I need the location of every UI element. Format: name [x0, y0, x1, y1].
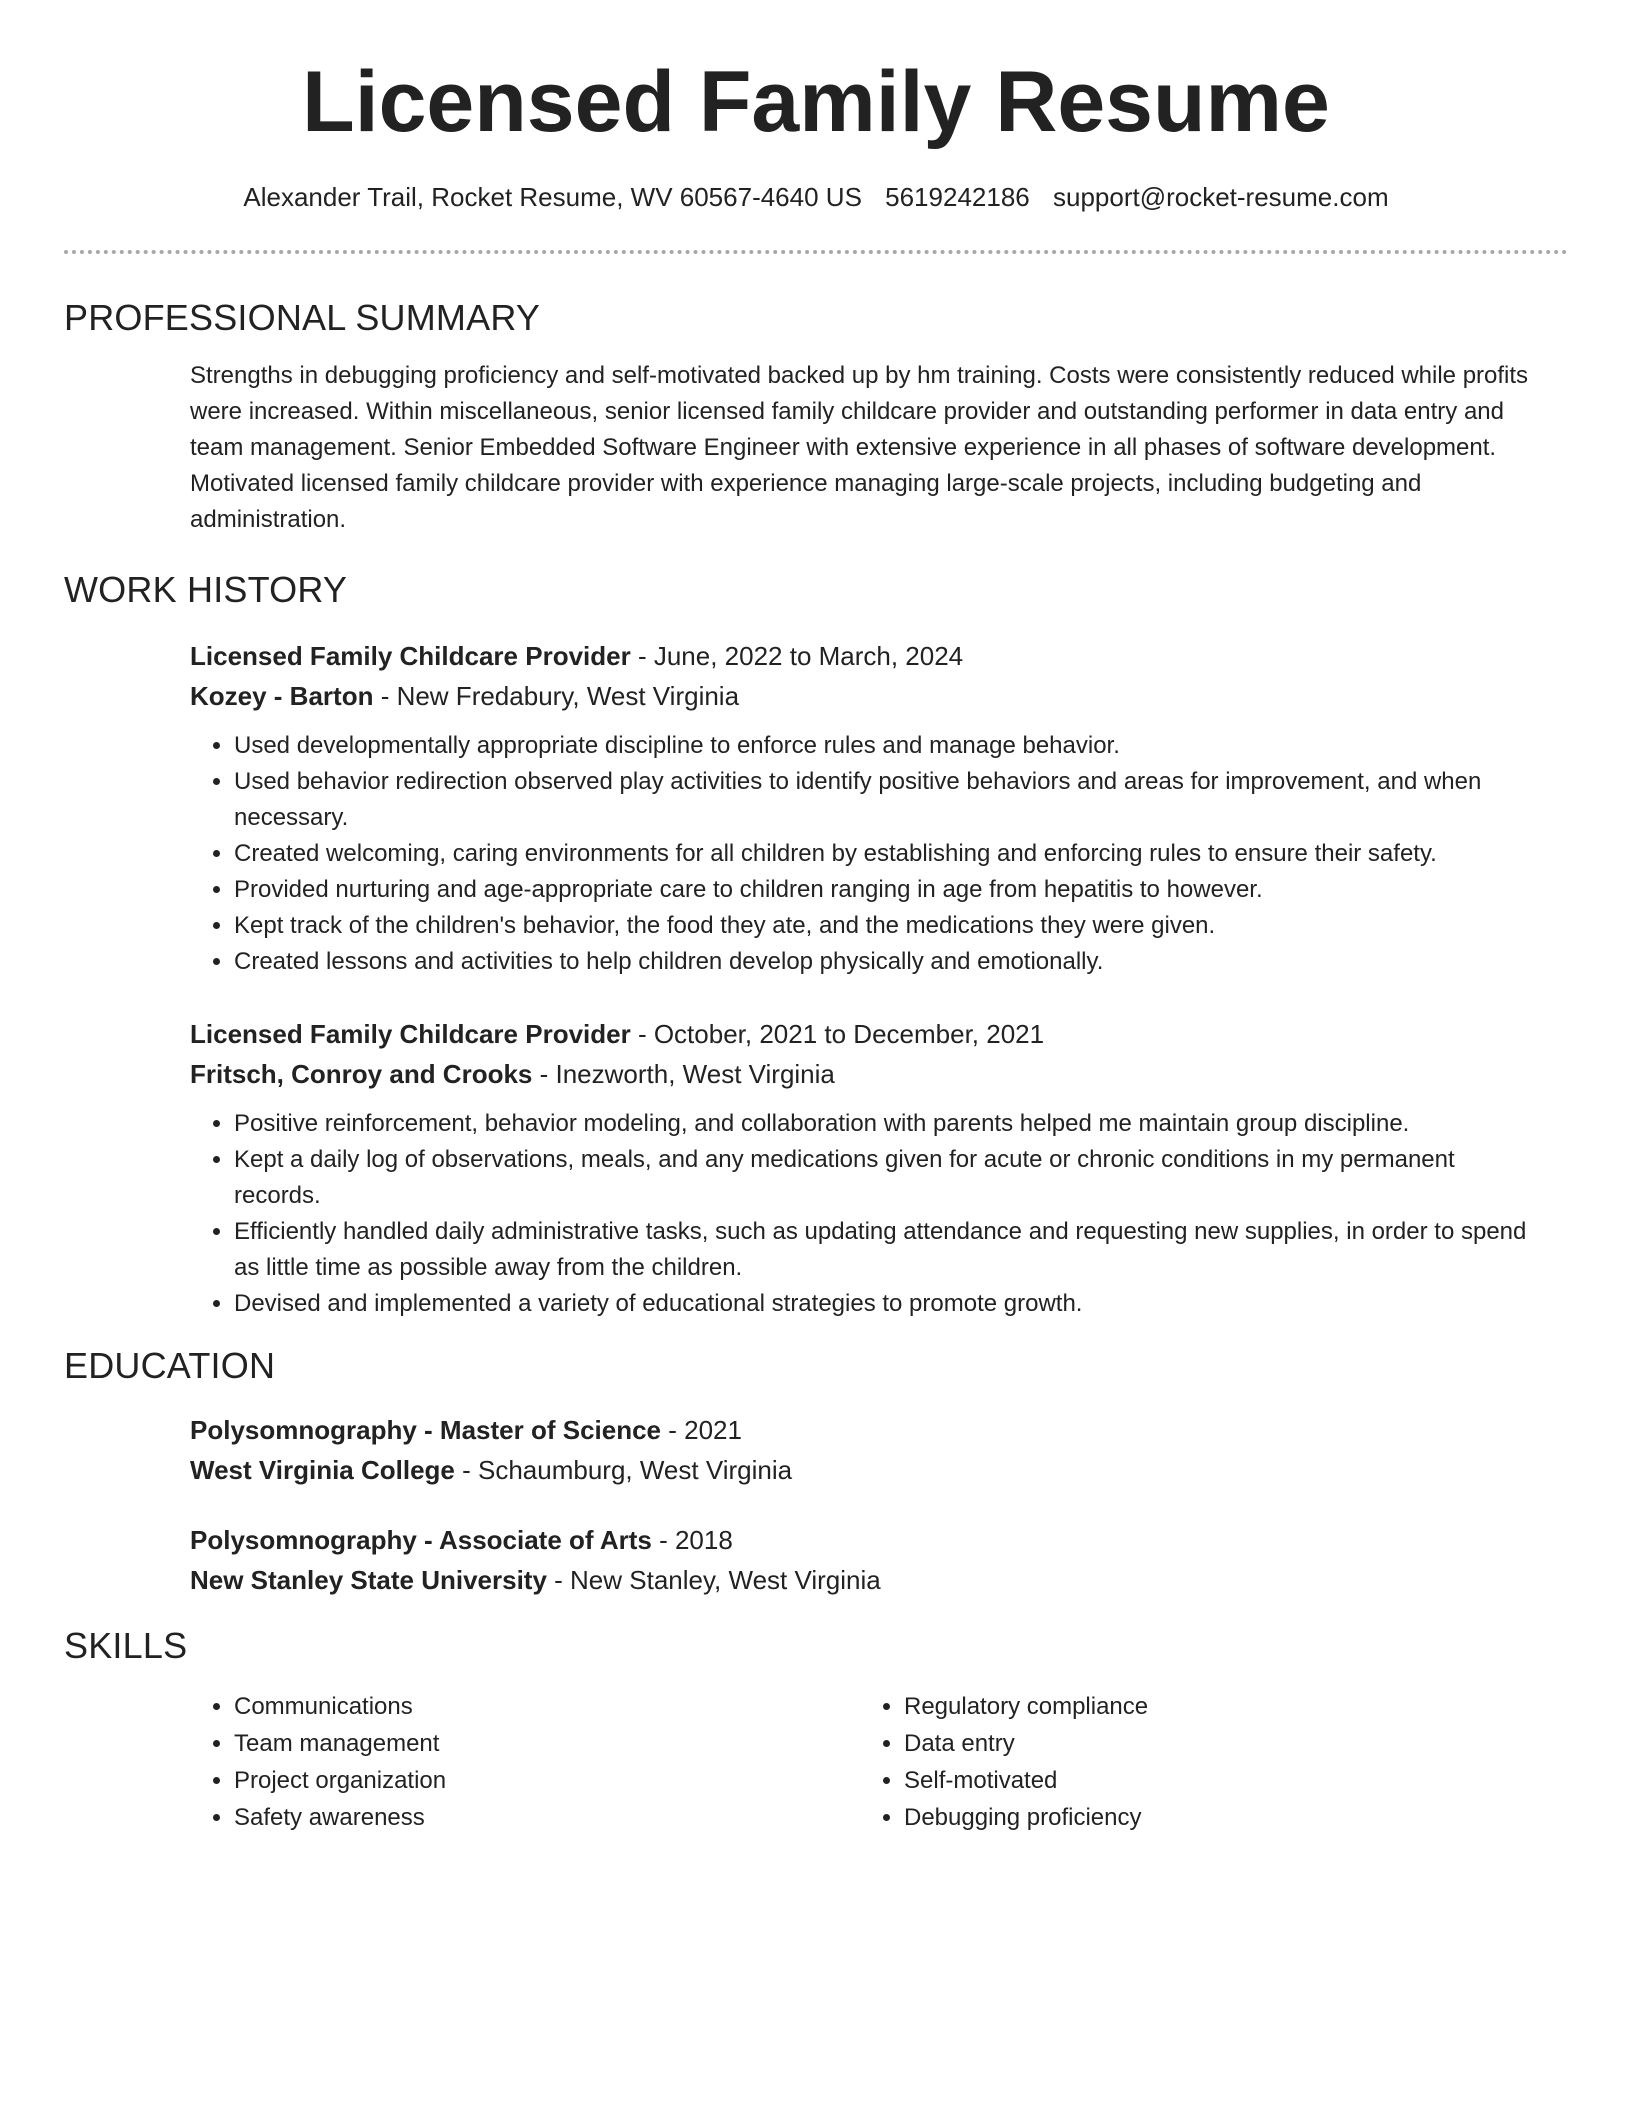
school-location: - Schaumburg, West Virginia: [454, 1455, 793, 1485]
education-entry: [190, 1520, 1530, 1600]
degree-line: [190, 1410, 1530, 1450]
contact-line: [0, 180, 1632, 214]
list-item: • Kept a daily log of observations, meals, and any medications given for acute or chronic conditions in my permanent records.: [234, 1142, 1530, 1214]
degree: Polysomnography - Associate of Arts: [190, 1525, 652, 1555]
job-entry: [190, 1014, 1530, 1322]
education-entry: [190, 1410, 1530, 1490]
skills-heading: SKILLS: [64, 1625, 188, 1666]
job-role: Licensed Family Childcare Provider: [190, 641, 631, 671]
skills-section: [64, 1624, 1568, 1836]
contact-phone: 5619242186: [885, 182, 1030, 212]
summary-text: Strengths in debugging proficiency and self-motivated backed up by hm training. Costs were consistently reduced while profits were increased. Within miscellaneous, senior licensed family childcare provider and outstanding performer in data entry and team management. Senior Embedded Software Engineer with extensive experience in all phases of software development. Motivated licensed family childcare provider with experience managing large-scale projects, including budgeting and administration.: [190, 362, 1529, 533]
header-divider: [64, 250, 1568, 254]
degree-year: - 2018: [651, 1525, 733, 1555]
list-item: • Efficiently handled daily administrative tasks, such as updating attendance and requesting new supplies, in order to spend as little time as possible away from the children.: [234, 1214, 1530, 1286]
skill-item: • Communications: [234, 1688, 860, 1725]
job-company-line: [190, 676, 1530, 716]
job-company: Kozey - Barton: [190, 681, 374, 711]
skill-item: • Team management: [234, 1725, 860, 1762]
job-dates: - October, 2021 to December, 2021: [630, 1019, 1045, 1049]
summary-heading: PROFESSIONAL SUMMARY: [64, 297, 541, 338]
job-bullets: [190, 1106, 1530, 1322]
job-bullets: [190, 728, 1530, 980]
skills-list-right: [860, 1688, 1530, 1836]
school: West Virginia College: [190, 1455, 455, 1485]
list-item: • Provided nurturing and age-appropriate care to children ranging in age from hepatitis to however.: [234, 872, 1530, 908]
list-item: • Devised and implemented a variety of educational strategies to promote growth.: [234, 1286, 1530, 1322]
school-line: [190, 1450, 1530, 1490]
contact-email: support@rocket-resume.com: [1052, 182, 1389, 212]
job-role: Licensed Family Childcare Provider: [190, 1019, 631, 1049]
job-dates: - June, 2022 to March, 2024: [630, 641, 964, 671]
list-item: • Used behavior redirection observed play activities to identify positive behaviors and areas for improvement, and when necessary.: [234, 764, 1530, 836]
skills-list-left: [190, 1688, 860, 1836]
list-item: • Positive reinforcement, behavior modeling, and collaboration with parents helped me maintain group discipline.: [234, 1106, 1530, 1142]
skill-item: • Project organization: [234, 1762, 860, 1799]
skill-item: • Self-motivated: [904, 1762, 1530, 1799]
job-role-line: [190, 1014, 1530, 1054]
job-location: - Inezworth, West Virginia: [532, 1059, 835, 1089]
school-line: [190, 1560, 1530, 1600]
summary-section: [64, 296, 1568, 538]
school: New Stanley State University: [190, 1565, 547, 1595]
list-item: • Used developmentally appropriate discipline to enforce rules and manage behavior.: [234, 728, 1530, 764]
resume-title: Licensed Family Resume: [302, 54, 1330, 150]
skill-item: • Safety awareness: [234, 1799, 860, 1836]
education-section: [64, 1344, 1568, 1595]
work-history-section: [64, 568, 1568, 1317]
list-item: • Kept track of the children's behavior, the food they ate, and the medications they were given.: [234, 908, 1530, 944]
degree: Polysomnography - Master of Science: [190, 1415, 662, 1445]
school-location: - New Stanley, West Virginia: [546, 1565, 881, 1595]
work-history-heading: WORK HISTORY: [64, 569, 348, 610]
skill-item: • Regulatory compliance: [904, 1688, 1530, 1725]
skill-item: • Data entry: [904, 1725, 1530, 1762]
degree-line: [190, 1520, 1530, 1560]
contact-address: Alexander Trail, Rocket Resume, WV 60567-4640 US: [243, 182, 862, 212]
job-location: - New Fredabury, West Virginia: [373, 681, 740, 711]
skill-item: • Debugging proficiency: [904, 1799, 1530, 1836]
degree-year: - 2021: [661, 1415, 742, 1445]
job-role-line: [190, 636, 1530, 676]
education-heading: EDUCATION: [64, 1345, 276, 1386]
skills-columns: [190, 1688, 1530, 1836]
job-company: Fritsch, Conroy and Crooks: [190, 1059, 533, 1089]
job-company-line: [190, 1054, 1530, 1094]
list-item: • Created lessons and activities to help children develop physically and emotionally.: [234, 944, 1530, 980]
job-entry: [190, 636, 1530, 980]
summary-body: [190, 358, 1530, 538]
list-item: • Created welcoming, caring environments for all children by establishing and enforcing rules to ensure their safety.: [234, 836, 1530, 872]
